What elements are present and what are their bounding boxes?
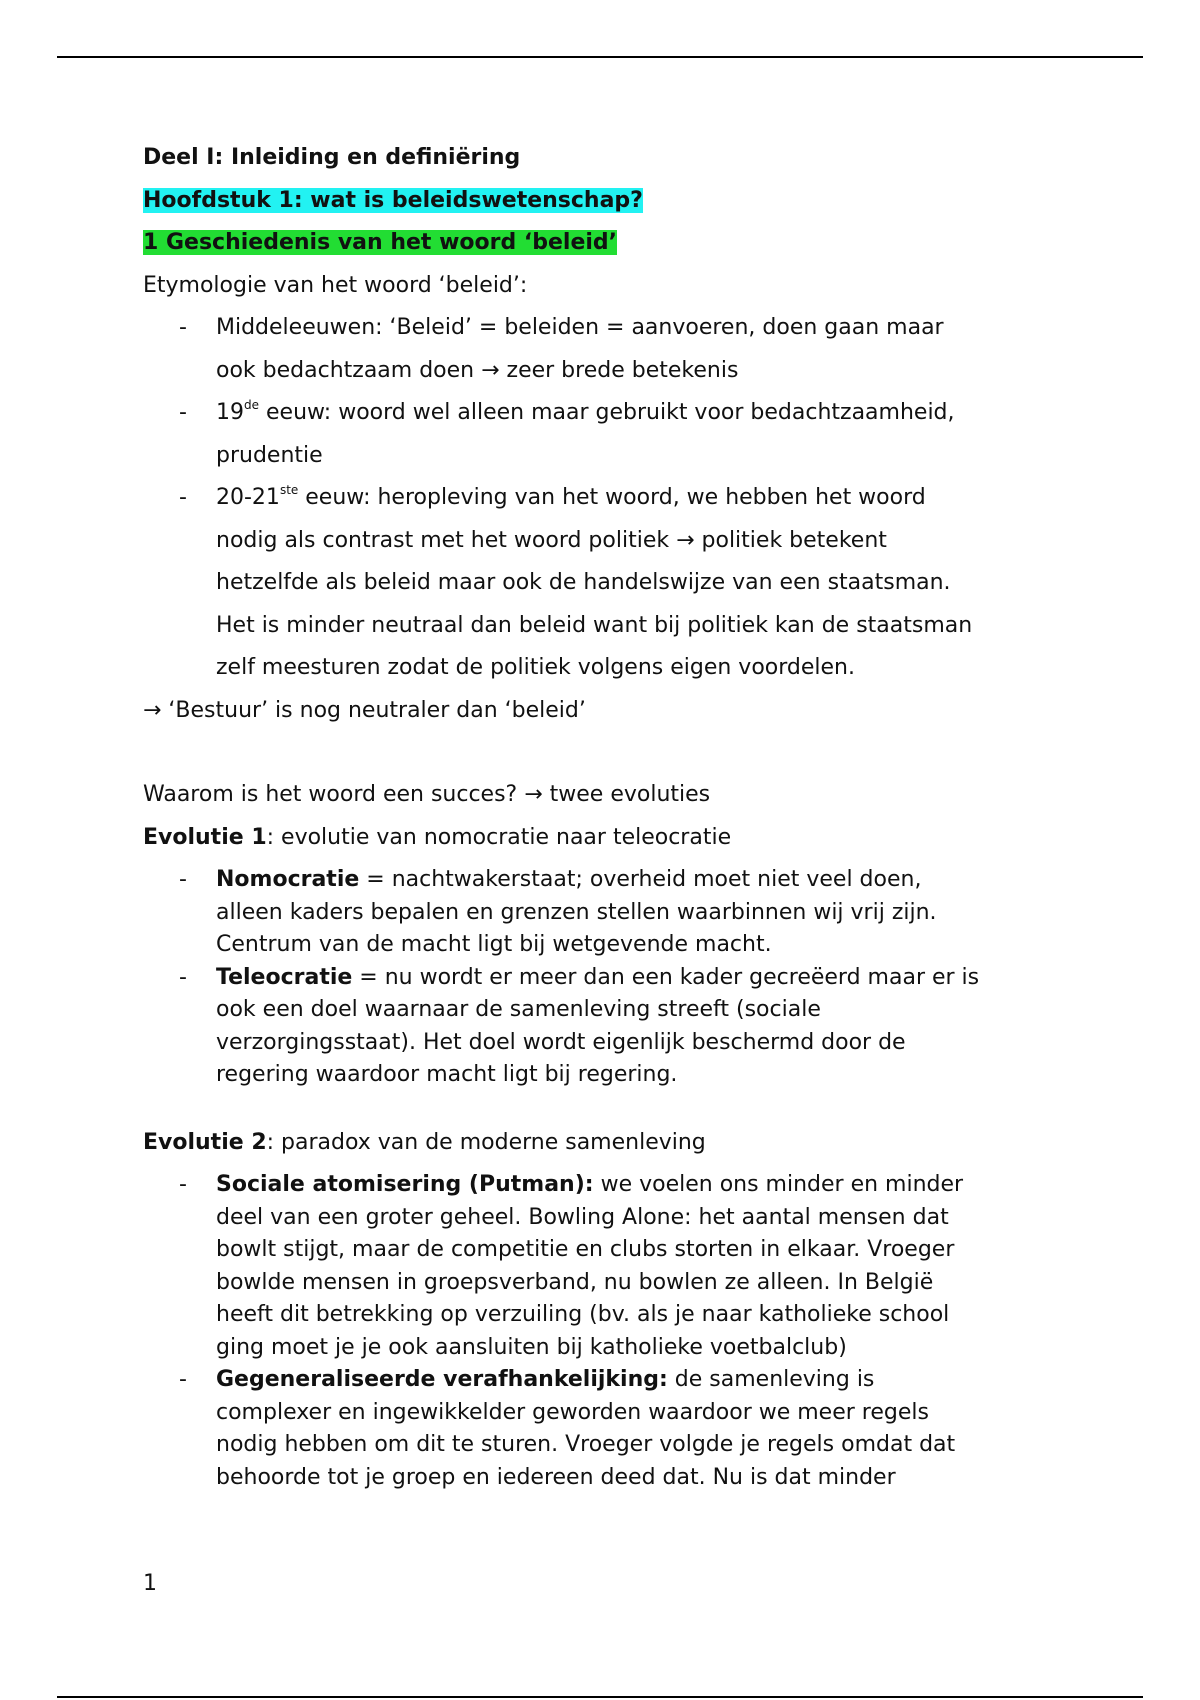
list-item-middeleeuwen <box>143 307 1083 392</box>
list-item-sociale-atomisering <box>143 1169 1083 1364</box>
list-item-teleocratie <box>143 962 1083 1092</box>
list-line: ging moet je je ook aansluiten bij katholieke voetbalclub) <box>216 1334 847 1360</box>
bullet-dash: - <box>179 485 187 510</box>
list-line: behoorde tot je groep en iedereen deed dat. Nu is dat minder <box>216 1464 896 1490</box>
top-rule <box>57 56 1143 58</box>
term: Gegeneraliseerde verafhankelijking: <box>216 1367 668 1392</box>
term: Nomocratie <box>216 867 360 892</box>
bullet-dash: - <box>179 1367 187 1392</box>
list-line: Gegeneraliseerde verafhankelijking: de samenleving is <box>216 1367 875 1392</box>
list-line: Teleocratie = nu wordt er meer dan een kader gecreëerd maar er is <box>216 964 980 990</box>
bullet-dash: - <box>179 1172 187 1197</box>
evolution-1-label: Evolutie 1 <box>143 824 267 850</box>
bullet-dash: - <box>179 315 187 340</box>
list-line: bowlde mensen in groepsverband, nu bowlen ze alleen. In België <box>216 1269 934 1295</box>
list-line: Het is minder neutraal dan beleid want bij politiek kan de staatsman <box>216 612 973 638</box>
evolution-2-label: Evolutie 2 <box>143 1129 267 1155</box>
list-line: prudentie <box>216 442 323 468</box>
chapter-title-highlight: Hoofdstuk 1: wat is beleidswetenschap? <box>143 187 643 213</box>
list-line: verzorgingsstaat). Het doel wordt eigenlijk beschermd door de <box>216 1029 906 1055</box>
list-line: hetzelfde als beleid maar ook de handelswijze van een staatsman. <box>216 570 951 595</box>
list-item-nomocratie <box>143 864 1083 962</box>
list-line: zelf meesturen zodat de politiek volgens eigen voordelen. <box>216 655 855 680</box>
bullet-dash: - <box>179 964 187 990</box>
list-item-20-21ste-eeuw <box>143 477 1083 690</box>
list-line: nodig hebben om dit te sturen. Vroeger volgde je regels omdat dat <box>216 1432 956 1457</box>
list-line: ook bedachtzaam doen → zeer brede betekenis <box>216 357 739 383</box>
list-line: heeft dit betrekking op verzuiling (bv. als je naar katholieke school <box>216 1302 950 1327</box>
term: Sociale atomisering (Putman): <box>216 1172 594 1197</box>
list-item-19de-eeuw <box>143 392 1083 477</box>
list-line: Sociale atomisering (Putman): we voelen ons minder en minder <box>216 1172 964 1197</box>
spacer <box>143 732 1083 774</box>
list-line: regering waardoor macht ligt bij regering. <box>216 1062 678 1087</box>
bullet-dash: - <box>179 867 187 892</box>
section-title-highlight: 1 Geschiedenis van het woord ‘beleid’ <box>143 230 618 255</box>
etymology-intro: Etymologie van het woord ‘beleid’: <box>143 272 528 298</box>
list-item-verafhankelijking <box>143 1364 1083 1494</box>
list-line: Centrum van de macht ligt bij wetgevende macht. <box>216 932 772 957</box>
superscript: ste <box>279 483 299 497</box>
list-line: alleen kaders bepalen en grenzen stellen waarbinnen wij vrij zijn. <box>216 899 937 925</box>
spacer <box>143 1092 1083 1122</box>
document-body <box>143 137 1083 1494</box>
list-line: 19de eeuw: woord wel alleen maar gebruikt voor bedachtzaamheid, <box>216 398 955 425</box>
section-title <box>143 222 1083 265</box>
superscript: de <box>244 398 259 412</box>
list-line: nodig als contrast met het woord politiek → politiek betekent <box>216 527 887 553</box>
success-question: Waarom is het woord een succes? → twee evoluties <box>143 782 711 807</box>
bestuur-note: → ‘Bestuur’ is nog neutraler dan ‘beleid’ <box>143 697 586 723</box>
term: Teleocratie <box>216 964 353 990</box>
page-number: 1 <box>143 1571 157 1596</box>
list-line: 20-21ste eeuw: heropleving van het woord, we hebben het woord <box>216 483 926 510</box>
list-line: ook een doel waarnaar de samenleving streeft (sociale <box>216 997 821 1022</box>
bullet-dash: - <box>179 400 187 425</box>
list-line: Middeleeuwen: ‘Beleid’ = beleiden = aanvoeren, doen gaan maar <box>216 315 944 340</box>
list-line: deel van een groter geheel. Bowling Alone: het aantal mensen dat <box>216 1204 949 1230</box>
list-line: bowlt stijgt, maar de competitie en clubs storten in elkaar. Vroeger <box>216 1237 955 1262</box>
evolution-2-heading: Evolutie 2: paradox van de moderne samenleving <box>143 1129 706 1155</box>
evolution-1-heading: Evolutie 1: evolutie van nomocratie naar teleocratie <box>143 824 732 850</box>
bottom-rule <box>57 1696 1143 1698</box>
list-line: Nomocratie = nachtwakerstaat; overheid moet niet veel doen, <box>216 867 922 892</box>
part-title: Deel I: Inleiding en definiëring <box>143 145 521 170</box>
list-line: complexer en ingewikkelder geworden waardoor we meer regels <box>216 1399 929 1425</box>
chapter-title <box>143 180 1083 223</box>
